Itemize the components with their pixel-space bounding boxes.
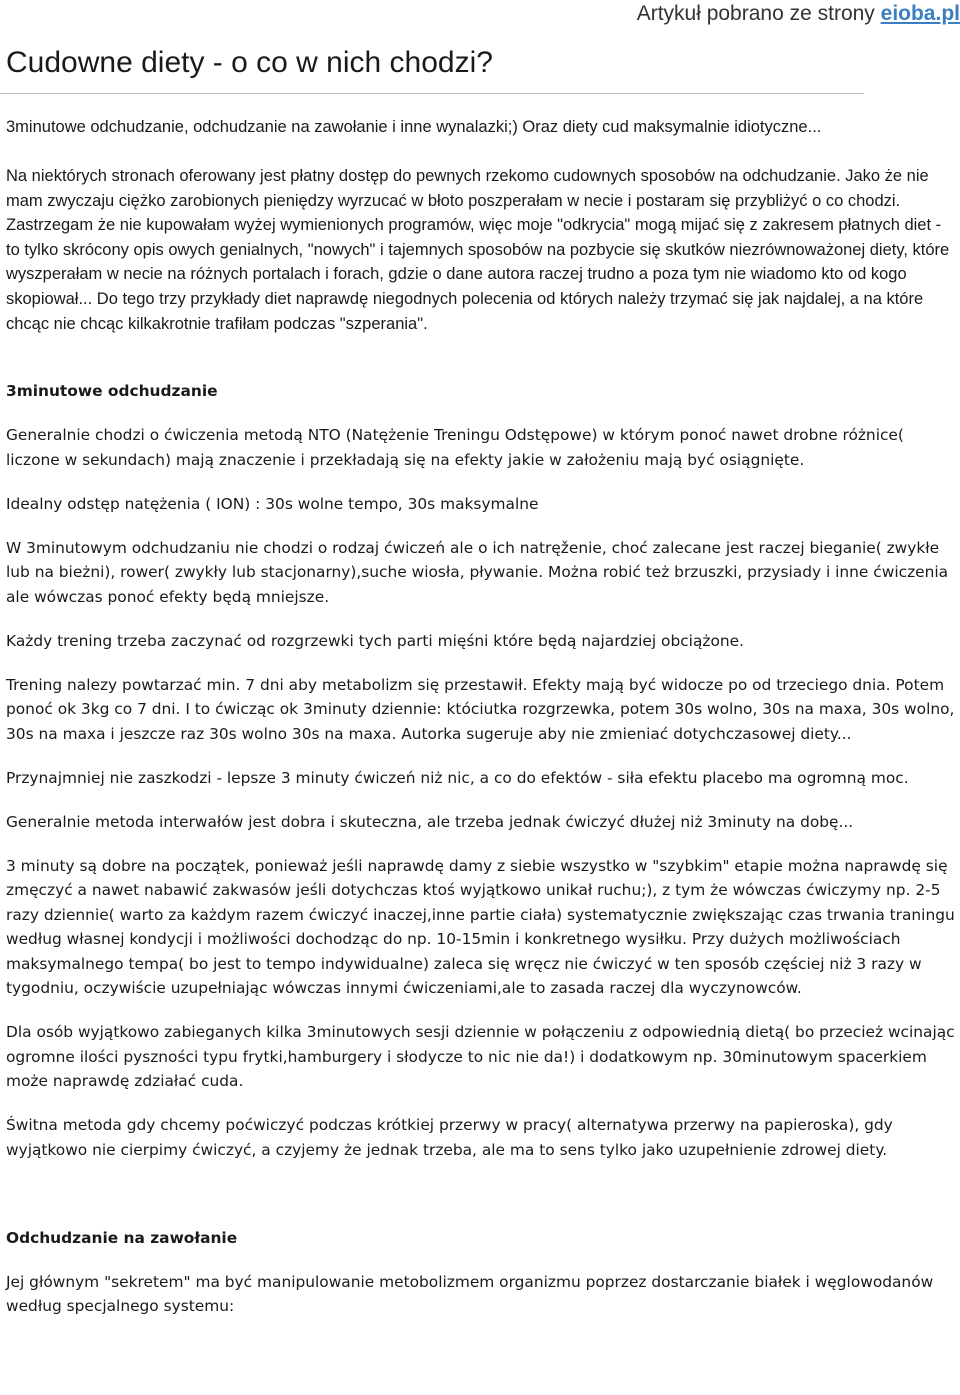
title-divider	[0, 93, 864, 94]
paragraph: Generalnie metoda interwałów jest dobra i skuteczna, ale trzeba jednak ćwiczyć dłużej niż 3minuty na dobę...	[6, 812, 854, 831]
section-heading-na-zawolanie: Odchudzanie na zawołanie	[6, 1228, 238, 1247]
paragraph: Świtna metoda gdy chcemy poćwiczyć podczas krótkiej przerwy w pracy( alternatywa przerwy na papieroska), gdy wyjątkowo nie cierpimy ćwiczyć, a czyjemy że jednak trzeba, ale ma to sens tylko jako uzupełnienie zdrowej diety.	[6, 1116, 893, 1159]
paragraph: Każdy trening trzeba zaczynać od rozgrzewki tych parti mięśni które będą najardziej obciążone.	[6, 631, 744, 650]
paragraph: Dla osób wyjątkowo zabieganych kilka 3minutowych sesji dziennie w połączeniu z odpowiednią dietą( bo przecież wcinając ogromne ilości pyszności typu frytki,hamburgery i słodycze to nic nie da!) i dodatkowym np. 30minutowym spacerkiem może naprawdę zdziałać cuda.	[6, 1023, 955, 1090]
paragraph: Generalnie chodzi o ćwiczenia metodą NTO (Natężenie Treningu Odstępowe) w którym ponoć nawet drobne różnice( liczone w sekundach) mają znaczenie i przekładają się na efekty jakie w założeniu mają być osiągnięte.	[6, 426, 904, 469]
paragraph: 3 minuty są dobre na początek, ponieważ jeśli naprawdę damy z siebie wszystko w "szybkim" etapie można naprawdę się zmęczyć a nawet nabawić zakwasów jeśli dotychczas ktoś wyjątkowo unikał ruchu;), z tym że wówczas ćwiczymy np. 2-5 razy dziennie( warto za każdym razem ćwiczyć inaczej,inne partie ciała) systematycznie zwiększając czas trwania traningu według własnej kondycji i możliwości dochodząc do np. 10-15min i konkretnego wysiłku. Przy dużych możliwościach maksymalnego tempa( bo jest to tempo indywidualne) zaleca się wręcz nie ćwiczyć w ten sposób częściej niż 3 razy w tygodniu, oczywiście uzupełniając wówczas innymi ćwiczeniami,ale to zasada raczej dla wyczynowców.	[6, 856, 955, 997]
source-link[interactable]: eioba.pl	[880, 2, 960, 25]
paragraph: Jej głównym "sekretem" ma być manipulowanie metobolizmem organizmu poprzez dostarczanie białek i węglowodanów według specjalnego systemu:	[6, 1272, 934, 1315]
paragraph: Trening nalezy powtarzać min. 7 dni aby metabolizm się przestawił. Efekty mają być widocze po od trzeciego dnia. Potem ponoć ok 3kg co 7 dni. I to ćwicząc ok 3minuty dziennie: któciutka rozgrzewka, potem 30s wolno, 30s na maxa, 30s wolno, 30s na maxa i jeszcze raz 30s wolno 30s na maxa. Autorka sugeruje aby nie zmieniać dotychczasowej diety...	[6, 675, 955, 743]
article-lead: 3minutowe odchudzanie, odchudzanie na zawołanie i inne wynalazki;) Oraz diety cud maksymalnie idiotyczne...	[6, 118, 822, 136]
article-title: Cudowne diety - o co w nich chodzi?	[6, 46, 493, 79]
paragraph: W 3minutowym odchudzaniu nie chodzi o rodzaj ćwiczeń ale o ich natręženie, choć zalecane jest raczej bieganie( zwykłe lub na bieżni), rower( zwykły lub stacjonarny),suche wiosła, pływanie. Można robić też brzuszki, przysiady i inne ćwiczenia ale wówczas ponoć efekty będą mniejsze.	[6, 538, 949, 606]
article-body	[6, 379, 958, 1338]
section-spacer	[6, 1182, 958, 1226]
article-intro: Na niektórych stronach oferowany jest płatny dostęp do pewnych rzekomo cudownych sposobów na odchudzanie. Jako że nie mam zwyczaju ciężko zarobionych pieniędzy wyrzucać w błoto poszperałam w necie i postaram się przybliżyć o co chodzi. Zastrzegam że nie kupowałam wyżej wymienionych programów, więc moje "odkrycia" mogą mijać się z zakresem płatnych diet - to tylko skrócony opis owych genialnych, "nowych" i tajemnych sposobów na pozbycie się skutków niezrównoważonej diety, które wyszperałam w necie na różnych portalach i forach, gdzie o dane autora raczej trudno a poza tym nie wiadomo kto od kogo skopiował... Do tego trzy przykłady diet naprawdę niegodnych polecenia od których należy trzymać się jak najdalej, a na które chcąc nie chcąc kilkakrotnie trafiłam podczas "szperania".	[6, 167, 950, 333]
source-attribution	[637, 2, 960, 26]
paragraph: Przynajmniej nie zaszkodzi - lepsze 3 minuty ćwiczeń niż nic, a co do efektów - siła efektu placebo ma ogromną moc.	[6, 768, 909, 787]
source-prefix: Artykuł pobrano ze strony	[636, 2, 881, 25]
section-heading-3minutowe: 3minutowe odchudzanie	[6, 382, 218, 400]
paragraph: Idealny odstęp natężenia ( ION) : 30s wolne tempo, 30s maksymalne	[6, 494, 539, 513]
